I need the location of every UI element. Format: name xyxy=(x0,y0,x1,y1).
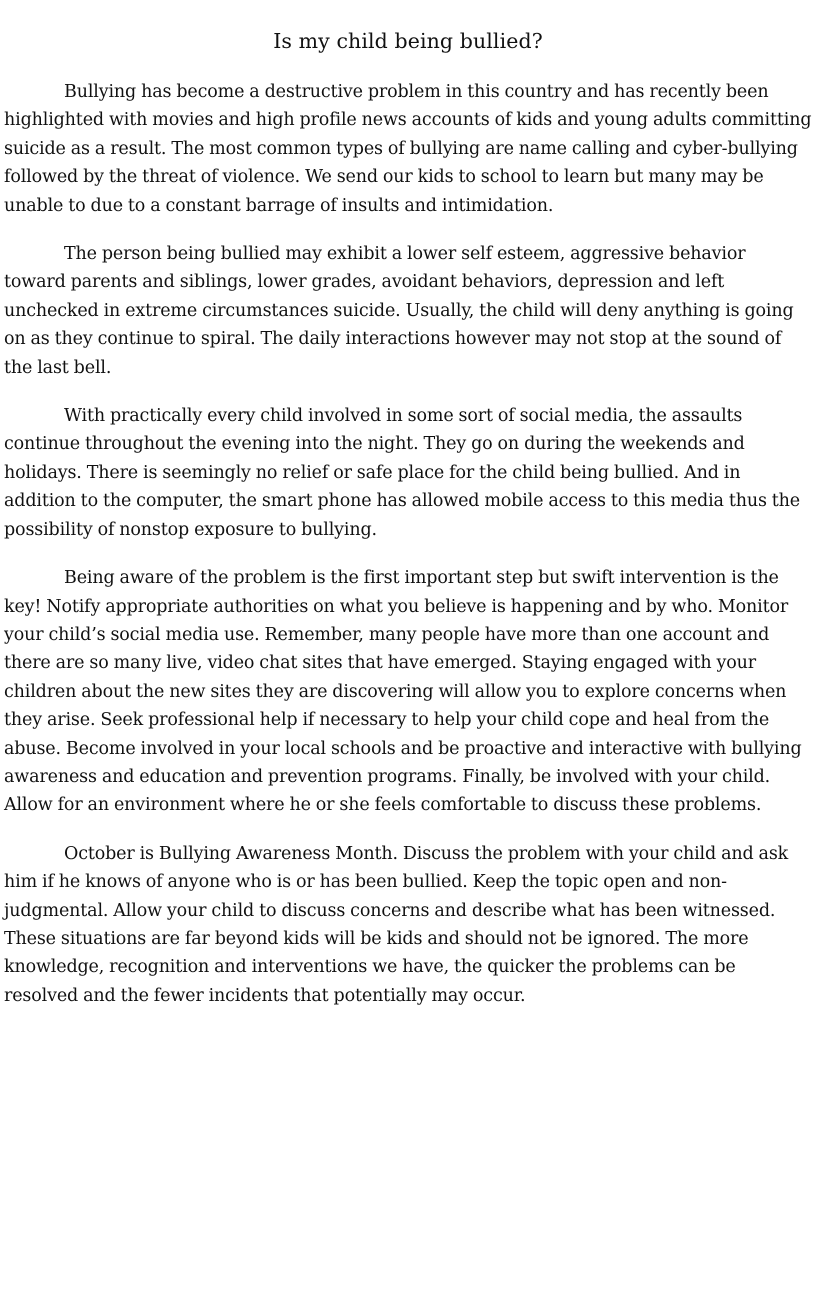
document-title: Is my child being bullied? xyxy=(273,29,543,53)
paragraph-awareness-month: October is Bullying Awareness Month. Discuss the problem with your child and ask him if he knows of anyone who is or has been bullied. Keep the topic open and non-judgmental. Allow your child to discuss concerns and describe what has been witnessed. These situations are far beyond kids will be kids and should not be ignored. The more knowledge, recognition and interventions we have, the quicker the problems can be resolved and the fewer incidents that potentially may occur. xyxy=(4,843,789,1006)
paragraph-intervention: Being aware of the problem is the first important step but swift intervention is the key! Notify appropriate authorities on what you believe is happening and by who. Monitor your child’s social media use. Remember, many people have more than one account and there are so many live, video chat sites that have emerged. Staying engaged with your children about the new sites they are discovering will allow you to explore concerns when they arise. Seek professional help if necessary to help your child cope and heal from the abuse. Become involved in your local schools and be proactive and interactive with bullying awareness and education and prevention programs. Finally, be involved with your child. Allow for an environment where he or she feels comfortable to discuss these problems. xyxy=(4,568,802,816)
document-page xyxy=(4,26,812,1030)
paragraph-signs-of-bullying: The person being bullied may exhibit a lower self esteem, aggressive behavior toward parents and siblings, lower grades, avoidant behaviors, depression and left unchecked in extreme circumstances suicide. Usually, the child will deny anything is going on as they continue to spiral. The daily interactions however may not stop at the sound of the last bell. xyxy=(4,244,794,378)
paragraph-social-media: With practically every child involved in some sort of social media, the assaults continue throughout the evening into the night. They go on during the weekends and holidays. There is seemingly no relief or safe place for the child being bullied. And in addition to the computer, the smart phone has allowed mobile access to this media thus the possibility of nonstop exposure to bullying. xyxy=(4,406,801,540)
paragraph-bullying-problem: Bullying has become a destructive problem in this country and has recently been highlighted with movies and high profile news accounts of kids and young adults committing suicide as a result. The most common types of bullying are name calling and cyber-bullying followed by the threat of violence. We send our kids to school to learn but many may be unable to due to a constant barrage of insults and intimidation. xyxy=(4,82,812,216)
